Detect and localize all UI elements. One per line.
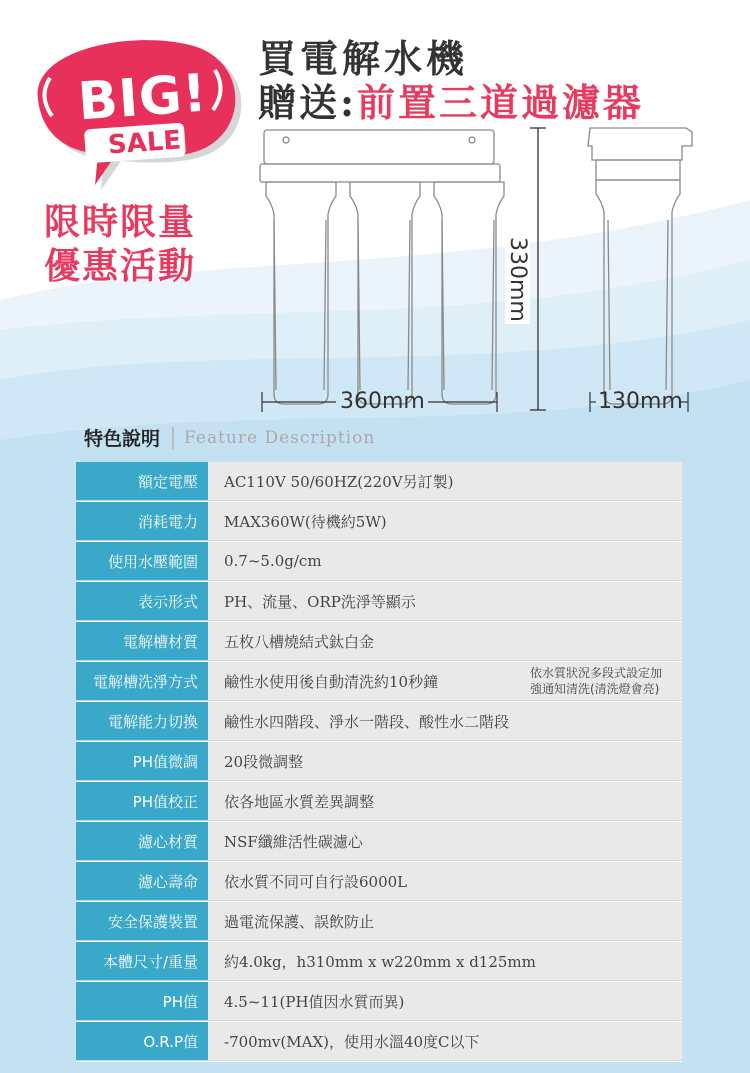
spec-note-line-2: 強通知清洗(清洗燈會亮) bbox=[529, 682, 660, 696]
spec-value: 20段微調整 bbox=[224, 752, 304, 771]
table-row bbox=[76, 702, 682, 742]
spec-value-cell bbox=[208, 662, 682, 701]
spec-label: 消耗電力 bbox=[76, 502, 208, 541]
table-row bbox=[76, 582, 682, 622]
section-title-zh: 特色說明 bbox=[84, 428, 161, 450]
spec-value-cell bbox=[208, 622, 682, 661]
table-row bbox=[76, 502, 682, 542]
section-title-en: Feature Description bbox=[184, 427, 376, 448]
table-row bbox=[76, 822, 682, 862]
section-title-divider bbox=[172, 427, 174, 449]
headline-line-1: 買電解水機 bbox=[258, 36, 469, 81]
spec-label: 濾心材質 bbox=[76, 822, 208, 861]
spec-value-cell bbox=[208, 702, 682, 741]
width-dimension-lines bbox=[0, 0, 750, 430]
spec-value: 約4.0kg，h310mm x w220mm x d125mm bbox=[224, 952, 536, 971]
spec-value-cell bbox=[208, 502, 682, 541]
spec-value: 鹼性水使用後自動清洗約10秒鐘 bbox=[224, 672, 439, 691]
headline-prefix: 贈送: bbox=[258, 80, 358, 125]
spec-value: 過電流保護、誤飲防止 bbox=[224, 912, 375, 931]
promo-line-2: 優惠活動 bbox=[44, 245, 197, 287]
spec-value-cell bbox=[208, 942, 682, 981]
table-row bbox=[76, 902, 682, 942]
spec-value-cell bbox=[208, 982, 682, 1021]
spec-value-cell bbox=[208, 1022, 682, 1061]
table-row bbox=[76, 462, 682, 502]
spec-value-cell bbox=[208, 462, 682, 501]
spec-value-cell bbox=[208, 822, 682, 861]
spec-value: 五枚八槽燒結式鈦白金 bbox=[224, 632, 375, 651]
spec-value: PH、流量、ORP洗淨等顯示 bbox=[224, 592, 416, 611]
spec-label: PH值 bbox=[76, 982, 208, 1021]
spec-value: NSF纖維活性碳濾心 bbox=[224, 832, 363, 851]
spec-label: 表示形式 bbox=[76, 582, 208, 621]
table-row bbox=[76, 622, 682, 662]
table-row bbox=[76, 742, 682, 782]
table-row bbox=[76, 1022, 682, 1062]
badge-sale-text: SALE bbox=[107, 125, 183, 161]
table-row bbox=[76, 862, 682, 902]
spec-label: 電解槽洗淨方式 bbox=[76, 662, 208, 701]
spec-value-cell bbox=[208, 742, 682, 781]
spec-label: 使用水壓範圍 bbox=[76, 542, 208, 581]
table-row bbox=[76, 982, 682, 1022]
height-dimension-label: 330mm bbox=[505, 237, 530, 322]
spec-note bbox=[530, 665, 662, 697]
spec-value: MAX360W(待機約5W) bbox=[224, 512, 387, 531]
spec-value-cell bbox=[208, 902, 682, 941]
promo-line-1: 限時限量 bbox=[44, 201, 197, 243]
width-dimension-label: 360mm bbox=[340, 389, 425, 414]
depth-dimension-label: 130mm bbox=[598, 389, 683, 414]
headline-highlight: 前置三道過濾器 bbox=[357, 80, 645, 125]
table-row bbox=[76, 942, 682, 982]
spec-value-cell bbox=[208, 542, 682, 581]
table-row bbox=[76, 542, 682, 582]
spec-value: 0.7~5.0g/cm bbox=[224, 552, 322, 570]
spec-label: 電解能力切換 bbox=[76, 702, 208, 741]
spec-label: PH值校正 bbox=[76, 782, 208, 821]
spec-value: 4.5~11(PH值因水質而異) bbox=[224, 992, 405, 1011]
section-title bbox=[84, 424, 375, 451]
spec-label: PH值微調 bbox=[76, 742, 208, 781]
spec-value: -700mv(MAX)，使用水溫40度C以下 bbox=[224, 1032, 480, 1051]
spec-value: 依水質不同可自行設6000L bbox=[224, 872, 408, 891]
spec-label: 電解槽材質 bbox=[76, 622, 208, 661]
spec-value-cell bbox=[208, 782, 682, 821]
spec-table bbox=[76, 462, 682, 1062]
spec-label: 安全保護裝置 bbox=[76, 902, 208, 941]
spec-value: AC110V 50/60HZ(220V另訂製) bbox=[224, 472, 454, 491]
badge-big-text: BIG! bbox=[76, 63, 210, 133]
spec-label: 濾心壽命 bbox=[76, 862, 208, 901]
spec-value: 鹼性水四階段、淨水一階段、酸性水二階段 bbox=[224, 712, 510, 731]
table-row bbox=[76, 782, 682, 822]
spec-value-cell bbox=[208, 862, 682, 901]
spec-value-cell bbox=[208, 582, 682, 621]
spec-label: O.R.P值 bbox=[76, 1022, 208, 1061]
spec-note-line-1: 依水質狀況多段式設定加 bbox=[529, 666, 662, 680]
spec-value: 依各地區水質差異調整 bbox=[224, 792, 375, 811]
spec-label: 本體尺寸/重量 bbox=[76, 942, 208, 981]
table-row bbox=[76, 662, 682, 702]
spec-label: 額定電壓 bbox=[76, 462, 208, 501]
